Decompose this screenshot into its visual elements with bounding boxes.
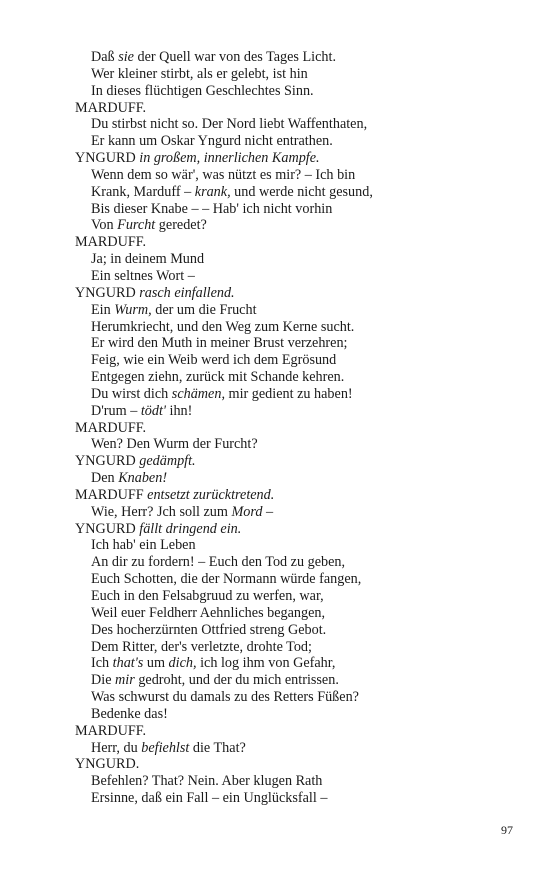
italic-text: that's xyxy=(112,655,144,672)
text-segment: Herr, du xyxy=(91,739,142,756)
text-segment: und werde nicht gesund, xyxy=(230,183,373,200)
italic-text: tödt' xyxy=(140,402,166,419)
text-segment: Wenn dem so wär', was nützt es mir? – Ich bin xyxy=(91,166,356,183)
text-segment: YNGURD xyxy=(75,150,140,167)
speaker-line xyxy=(75,521,515,538)
speaker-line xyxy=(75,723,515,740)
text-segment: Entgegen ziehn, zurück mit Schande kehren. xyxy=(91,369,345,386)
text-segment: Ich hab' ein Leben xyxy=(91,537,196,554)
italic-text: befiehlst xyxy=(141,739,190,756)
verse-line xyxy=(75,319,515,336)
text-segment: Er kann um Oskar Yngurd nicht entrathen. xyxy=(91,133,333,150)
text-segment: Die xyxy=(91,672,116,689)
text-segment: Ersinne, daß ein Fall – ein Unglücksfall – xyxy=(91,790,328,807)
text-segment: In dieses flüchtigen Geschlechtes Sinn. xyxy=(91,82,314,99)
verse-line xyxy=(75,184,515,201)
verse-line xyxy=(75,167,515,184)
verse-line xyxy=(75,201,515,218)
text-segment: An dir zu fordern! – Euch den Tod zu geben, xyxy=(91,554,346,571)
text-segment: Ein xyxy=(91,301,115,318)
text-segment: die That? xyxy=(189,739,246,756)
italic-text: krank, xyxy=(194,183,231,200)
verse-line xyxy=(75,133,515,150)
verse-line xyxy=(75,706,515,723)
italic-text: mir xyxy=(115,672,135,689)
text-segment: Euch in den Felsabgruud zu werfen, war, xyxy=(91,588,324,604)
verse-line xyxy=(75,251,515,268)
text-segment: YNGURD xyxy=(75,284,140,301)
text-segment: MARDUFF. xyxy=(75,234,147,251)
text-segment: Weil euer Feldherr Aehnliches begangen, xyxy=(91,604,326,621)
text-segment: Ja; in deinem Mund xyxy=(91,251,205,268)
speaker-line xyxy=(75,487,515,504)
verse-line xyxy=(75,773,515,790)
italic-text: in großem, innerlichen Kampfe. xyxy=(139,150,320,167)
italic-text: Furcht xyxy=(117,217,156,234)
verse-line xyxy=(75,571,515,588)
verse-line xyxy=(75,369,515,386)
page-number: 97 xyxy=(501,823,513,837)
verse-line xyxy=(75,83,515,100)
verse-line xyxy=(75,689,515,706)
text-segment: Ein seltnes Wort – xyxy=(91,267,195,284)
verse-line xyxy=(75,302,515,319)
speaker-line xyxy=(75,420,515,437)
text-segment: Daß xyxy=(91,49,119,65)
text-segment: YNGURD. xyxy=(75,756,140,773)
text-segment: ihn! xyxy=(165,402,193,419)
verse-line xyxy=(75,386,515,403)
speaker-line xyxy=(75,453,515,470)
italic-text: Mord xyxy=(231,503,263,520)
verse-line xyxy=(75,537,515,554)
text-segment: Ich xyxy=(91,655,113,672)
verse-line xyxy=(75,622,515,639)
verse-line xyxy=(75,554,515,571)
text-segment: Feig, wie ein Weib werd ich dem Egrösund xyxy=(91,352,337,369)
text-segment: Wen? Den Wurm der Furcht? xyxy=(91,436,258,453)
text-segment: geredet? xyxy=(155,217,207,234)
verse-line xyxy=(75,116,515,133)
speaker-line xyxy=(75,234,515,251)
text-segment: YNGURD xyxy=(75,520,140,537)
italic-text: entsetzt zurücktretend. xyxy=(147,486,275,503)
verse-line xyxy=(75,217,515,234)
italic-text: rasch einfallend. xyxy=(139,284,235,301)
italic-text: Wurm, xyxy=(114,301,152,318)
verse-line xyxy=(75,790,515,807)
drama-text xyxy=(75,49,515,807)
italic-text: dich, xyxy=(168,655,197,672)
text-segment: der Quell war von des Tages Licht. xyxy=(133,49,336,65)
text-segment: – xyxy=(262,503,274,520)
verse-line xyxy=(75,588,515,605)
text-segment: Er wird den Muth in meiner Brust verzehren; xyxy=(91,335,348,352)
verse-line xyxy=(75,66,515,83)
text-segment: YNGURD xyxy=(75,453,140,470)
verse-line xyxy=(75,639,515,656)
verse-line xyxy=(75,436,515,453)
verse-line xyxy=(75,672,515,689)
text-segment: D'rum – xyxy=(91,402,141,419)
verse-line xyxy=(75,352,515,369)
text-segment: Euch Schotten, die der Normann würde fangen, xyxy=(91,571,362,588)
italic-text: gedämpft. xyxy=(139,453,196,470)
text-segment: MARDUFF. xyxy=(75,722,147,739)
text-segment: Von xyxy=(91,217,118,234)
italic-text: Knaben! xyxy=(118,470,168,487)
verse-line xyxy=(75,605,515,622)
verse-line xyxy=(75,403,515,420)
text-segment: Dem Ritter, der's verletzte, drohte Tod; xyxy=(91,638,312,655)
text-segment: gedroht, und der du mich entrissen. xyxy=(134,672,339,689)
text-segment: Du wirst dich xyxy=(91,385,172,402)
text-segment: mir gedient zu haben! xyxy=(225,385,353,402)
verse-line xyxy=(75,504,515,521)
verse-line xyxy=(75,335,515,352)
speaker-line xyxy=(75,756,515,773)
text-segment: Krank, Marduff – xyxy=(91,183,195,200)
text-segment: MARDUFF. xyxy=(75,99,147,116)
verse-line xyxy=(75,268,515,285)
text-segment: Den xyxy=(91,470,119,487)
text-segment: MARDUFF. xyxy=(75,419,147,436)
italic-text: sie xyxy=(118,49,134,65)
speaker-line xyxy=(75,100,515,117)
text-segment: Wie, Herr? Jch soll zum xyxy=(91,503,232,520)
text-segment: MARDUFF xyxy=(75,486,148,503)
text-segment: Was schwurst du damals zu des Retters Füßen? xyxy=(91,689,359,706)
text-segment: ich log ihm von Gefahr, xyxy=(196,655,336,672)
text-segment: Du stirbst nicht so. Der Nord liebt Waffenthaten, xyxy=(91,116,368,133)
text-segment: der um die Frucht xyxy=(151,301,257,318)
text-segment: Bedenke das! xyxy=(91,705,168,722)
verse-line xyxy=(75,470,515,487)
text-segment: Befehlen? That? Nein. Aber klugen Rath xyxy=(91,773,323,790)
italic-text: schämen, xyxy=(171,385,225,402)
verse-line xyxy=(75,655,515,672)
text-segment: Bis dieser Knabe – – Hab' ich nicht vorhin xyxy=(91,200,333,217)
verse-line xyxy=(75,740,515,757)
text-segment: um xyxy=(143,655,169,672)
speaker-line xyxy=(75,285,515,302)
text-segment: Des hocherzürnten Ottfried streng Gebot. xyxy=(91,621,327,638)
text-segment: Herumkriecht, und den Weg zum Kerne sucht. xyxy=(91,318,355,335)
text-segment: Wer kleiner stirbt, als er gelebt, ist hin xyxy=(91,65,308,82)
verse-line xyxy=(75,49,515,66)
speaker-line xyxy=(75,150,515,167)
italic-text: fällt dringend ein. xyxy=(139,520,242,537)
